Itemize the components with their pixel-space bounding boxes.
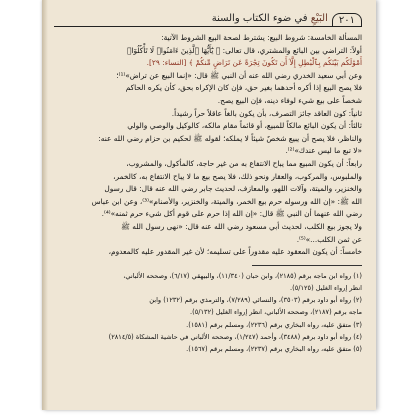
- footnote-line: (٤) رواه أبو داود برقم (٣٤٨٨)، وأحمد (١/٢٤٧)، وصححه الألباني في حاشية المشكاة (٢٨١٤/٥): [108, 332, 362, 341]
- footnote-line: (١) رواه ابن ماجه برقم (٢١٨٥)، وابن حبان (١١/٣٤٠)، والبيهقي (٦/١٧)، وصححه الألباني،: [123, 271, 362, 280]
- text-line: ولا يجوز بيع الكلب، لحديث أبي مسعود رضي الله عنه قال: «نهى رسول الله ﷺ: [120, 221, 362, 231]
- book-page: [42, 0, 376, 410]
- text-line: أَمْوَٰلَكُم بَيْنَكُم بِٱلْبَٰطِلِ إِلَّآ أَن تَكُونَ تِجَٰرَةً عَن تَرَاضٍ مِّنكُمْ ﴾ [النساء: ٢٩].: [146, 58, 362, 68]
- footnote-line: انظر إرواء الغليل (٥/١٢٥).: [290, 283, 362, 292]
- running-title: [212, 13, 328, 26]
- text-line: عن ثمن الكلب...»⁽⁵⁾.: [296, 234, 362, 244]
- footnote-line: (٢) رواه أبو داود برقم (٣٥٠٣)، والنسائي (٧/٢٨٩)، والترمذي برقم (١٢٣٢) وابن: [149, 296, 362, 305]
- text-line: المسألة الخامسة: شروط البيع: يشترط لصحة البيع الشروط الآتية:: [161, 33, 362, 42]
- text-line: والخنزير، والميتة، وآلات اللهو، والمعازف، لحديث جابر رضي الله عنه قال: قال رسول: [104, 184, 362, 194]
- page-body: [56, 32, 362, 355]
- book-spine: [42, 0, 48, 410]
- text-line: ثانياً: كون العاقد جائز التصرف، بأن يكون بالغاً عاقلاً حراً رشيداً.: [171, 108, 362, 118]
- text-line: خامساً: أن يكون المعقود عليه مقدوراً على تسليمه؛ لأن غير المقدور عليه كالمعدوم،: [108, 247, 362, 257]
- text-line: والناظر، فلا يصح أن يبيع شخصٌ شيئاً لا يملكه؛ لقوله ﷺ لحكيم بن حزام رضي الله عنه:: [98, 133, 362, 143]
- footnotes: [56, 270, 362, 355]
- text-line: «لا تبع ما ليس عندك»⁽²⁾.: [285, 146, 362, 156]
- footnote-line: ماجه برقم (٢١٨٧)، وصححه الألباني، انظر إرواء الغليل (٥/١٣٢).: [190, 308, 362, 317]
- text-line: رابعاً: أن يكون المبيع مما يباح الانتفاع به من غير حاجة، كالمأكول، والمشروب،: [126, 158, 362, 168]
- page-header: [54, 4, 362, 27]
- text-line: رضي الله عنهما أن النبي ﷺ قال: «إن الله إذا حرم على قوم أكل شيء حرم ثمنه»⁽⁴⁾.: [101, 209, 362, 219]
- text-line: فلا يصح البيع إذا أكره أحدهما بغير حق، فإن كان الإكراه بحق، كأن يكره الحاكم: [125, 83, 362, 93]
- text-line: شخصاً على بيع شيء لوفاء دينه، فإن البيع يصح.: [217, 95, 362, 105]
- footnote-separator: [252, 265, 362, 266]
- running-title-accent: البَيْعِ: [310, 13, 328, 24]
- text-line: وعن أبي سعيد الخدري رضي الله عنه أن النبي ﷺ قال: «إنما البيع عن تراض»⁽¹⁾؛: [116, 70, 362, 80]
- text-line: ثالثاً: أن يكون البائع مالكاً للمبيع، أو قائماً مقام مالكه، كالوكيل والوصي والولي: [127, 121, 362, 131]
- footnote-line: (٥) متفق عليه، رواه البخاري برقم (٢٢٣٧)، ومسلم برقم (١٥٦٧).: [186, 344, 362, 353]
- text-line: والملبوس، والمركوب، والعقار ونحو ذلك، فلا يصح بيع ما لا يباح الانتفاع به، كالخمر،: [113, 171, 362, 181]
- footnote-line: (٣) متفق عليه، رواه البخاري برقم (٢٢٣٦)، ومسلم برقم (١٥٨١).: [186, 320, 362, 329]
- page-number: ٢٠١: [332, 13, 362, 26]
- text-line: أولاً: التراضي بين البائع والمشتري، قال تعالى: ﴿ يَٰٓأَيُّهَا ٱلَّذِينَ ءَامَنُوا۟ لَا تَأْكُلُوٓا۟: [127, 45, 362, 55]
- text-line: الله ﷺ: «إن الله ورسوله حرم بيع الخمر، والميتة، والخنزير، والأصنام»⁽³⁾، وعن ابن عباس: [91, 196, 362, 206]
- running-title-rest: في ضوء الكتاب والسنة: [211, 13, 311, 24]
